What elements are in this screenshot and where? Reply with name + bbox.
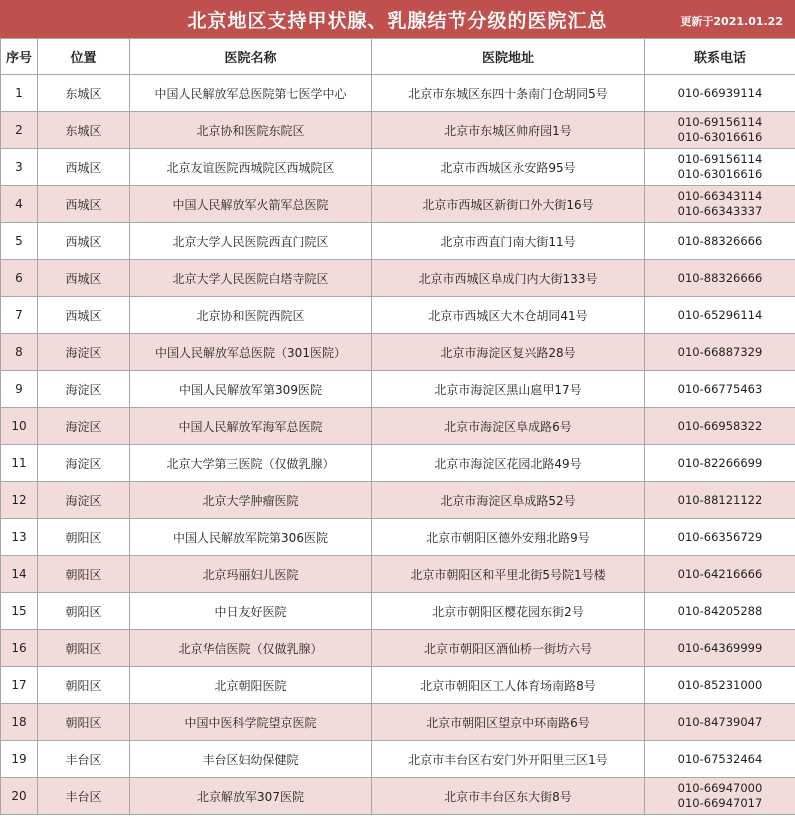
- cell-address: 北京市丰台区东大街8号: [372, 778, 645, 815]
- cell-no: 20: [1, 778, 38, 815]
- cell-district: 朝阳区: [38, 667, 130, 704]
- table-row: [1, 408, 795, 445]
- phone-number: 010-66939114: [677, 85, 763, 100]
- cell-phone: [645, 741, 795, 778]
- cell-phone: [645, 112, 795, 149]
- table-row: [1, 704, 795, 741]
- cell-district: 西城区: [38, 149, 130, 186]
- cell-address: 北京市东城区东四十条南门仓胡同5号: [372, 75, 645, 112]
- cell-district: 朝阳区: [38, 556, 130, 593]
- phone-number: 010-65296114: [677, 307, 763, 322]
- cell-hospital-name: 北京协和医院东院区: [130, 112, 372, 149]
- cell-address: 北京市西城区新街口外大街16号: [372, 186, 645, 223]
- cell-district: 丰台区: [38, 741, 130, 778]
- cell-address: 北京市朝阳区望京中环南路6号: [372, 704, 645, 741]
- cell-phone: [645, 186, 795, 223]
- table-row: [1, 260, 795, 297]
- cell-no: 10: [1, 408, 38, 445]
- cell-no: 12: [1, 482, 38, 519]
- cell-no: 17: [1, 667, 38, 704]
- cell-no: 18: [1, 704, 38, 741]
- cell-phone: [645, 334, 795, 371]
- cell-district: 海淀区: [38, 482, 130, 519]
- cell-hospital-name: 中国人民解放军火箭军总医院: [130, 186, 372, 223]
- cell-hospital-name: 丰台区妇幼保健院: [130, 741, 372, 778]
- phone-number: 010-66887329: [677, 344, 763, 359]
- cell-no: 19: [1, 741, 38, 778]
- table-row: [1, 112, 795, 149]
- cell-hospital-name: 北京朝阳医院: [130, 667, 372, 704]
- cell-hospital-name: 北京大学第三医院（仅做乳腺）: [130, 445, 372, 482]
- cell-no: 2: [1, 112, 38, 149]
- cell-district: 朝阳区: [38, 630, 130, 667]
- cell-phone: [645, 75, 795, 112]
- phone-number: 010-85231000: [677, 677, 763, 692]
- cell-hospital-name: 中国人民解放军总医院（301医院）: [130, 334, 372, 371]
- cell-address: 北京市西城区大木仓胡同41号: [372, 297, 645, 334]
- phone-number: 010-88326666: [677, 270, 763, 285]
- cell-no: 14: [1, 556, 38, 593]
- cell-hospital-name: 北京友谊医院西城院区西城院区: [130, 149, 372, 186]
- title-bar: [0, 0, 795, 38]
- table-row: [1, 593, 795, 630]
- phone-number: 010-63016616: [677, 167, 763, 181]
- cell-phone: [645, 408, 795, 445]
- header-district: 位置: [38, 39, 130, 75]
- cell-phone: [645, 778, 795, 815]
- phone-number: 010-64369999: [677, 640, 763, 655]
- cell-district: 西城区: [38, 260, 130, 297]
- phone-number: 010-66947017: [677, 796, 763, 810]
- table-row: [1, 778, 795, 815]
- cell-hospital-name: 中国人民解放军总医院第七医学中心: [130, 75, 372, 112]
- table-row: [1, 371, 795, 408]
- header-no: 序号: [1, 39, 38, 75]
- cell-district: 西城区: [38, 186, 130, 223]
- cell-phone: [645, 297, 795, 334]
- phone-number: 010-64216666: [677, 566, 763, 581]
- phone-number: 010-88326666: [677, 233, 763, 248]
- cell-no: 13: [1, 519, 38, 556]
- header-row: [1, 39, 795, 75]
- cell-address: 北京市朝阳区酒仙桥一街坊六号: [372, 630, 645, 667]
- phone-number: 010-66356729: [677, 529, 763, 544]
- phone-number: 010-66775463: [677, 381, 763, 396]
- cell-phone: [645, 630, 795, 667]
- cell-address: 北京市朝阳区樱花园东街2号: [372, 593, 645, 630]
- cell-hospital-name: 中国人民解放军第309医院: [130, 371, 372, 408]
- phone-number: 010-66343337: [677, 204, 763, 218]
- phone-number: 010-88121122: [677, 492, 763, 507]
- phone-number: 010-69156114: [677, 115, 763, 129]
- cell-hospital-name: 中日友好医院: [130, 593, 372, 630]
- cell-phone: [645, 445, 795, 482]
- cell-phone: [645, 704, 795, 741]
- cell-address: 北京市海淀区阜成路6号: [372, 408, 645, 445]
- cell-hospital-name: 中国人民解放军院第306医院: [130, 519, 372, 556]
- table-row: [1, 630, 795, 667]
- cell-no: 3: [1, 149, 38, 186]
- table-row: [1, 297, 795, 334]
- cell-no: 16: [1, 630, 38, 667]
- cell-phone: [645, 667, 795, 704]
- phone-number: 010-84739047: [677, 714, 763, 729]
- cell-district: 海淀区: [38, 334, 130, 371]
- table-row: [1, 334, 795, 371]
- phone-number: 010-66947000: [677, 781, 763, 795]
- cell-phone: [645, 371, 795, 408]
- table-row: [1, 186, 795, 223]
- cell-district: 朝阳区: [38, 704, 130, 741]
- cell-phone: [645, 482, 795, 519]
- phone-number: 010-69156114: [677, 152, 763, 166]
- page-title: 北京地区支持甲状腺、乳腺结节分级的医院汇总: [187, 9, 608, 32]
- cell-address: 北京市西直门南大街11号: [372, 223, 645, 260]
- table-row: [1, 223, 795, 260]
- cell-district: 丰台区: [38, 778, 130, 815]
- cell-district: 海淀区: [38, 408, 130, 445]
- table-row: [1, 519, 795, 556]
- cell-no: 15: [1, 593, 38, 630]
- cell-district: 朝阳区: [38, 593, 130, 630]
- phone-number: 010-63016616: [677, 130, 763, 144]
- table-row: [1, 741, 795, 778]
- cell-phone: [645, 593, 795, 630]
- cell-district: 东城区: [38, 75, 130, 112]
- header-phone: 联系电话: [645, 39, 795, 75]
- phone-number: 010-82266699: [677, 455, 763, 470]
- cell-phone: [645, 149, 795, 186]
- cell-no: 9: [1, 371, 38, 408]
- phone-number: 010-66958322: [677, 418, 763, 433]
- cell-no: 5: [1, 223, 38, 260]
- phone-number: 010-84205288: [677, 603, 763, 618]
- table-row: [1, 149, 795, 186]
- cell-no: 1: [1, 75, 38, 112]
- table-row: [1, 75, 795, 112]
- cell-no: 8: [1, 334, 38, 371]
- cell-hospital-name: 北京解放军307医院: [130, 778, 372, 815]
- phone-number: 010-67532464: [677, 751, 763, 766]
- cell-hospital-name: 北京玛丽妇儿医院: [130, 556, 372, 593]
- hospital-table: [0, 38, 795, 815]
- header-address: 医院地址: [372, 39, 645, 75]
- cell-district: 东城区: [38, 112, 130, 149]
- cell-no: 4: [1, 186, 38, 223]
- header-hospital-name: 医院名称: [130, 39, 372, 75]
- cell-phone: [645, 260, 795, 297]
- cell-hospital-name: 北京大学人民医院西直门院区: [130, 223, 372, 260]
- table-row: [1, 482, 795, 519]
- cell-address: 北京市西城区阜成门内大街133号: [372, 260, 645, 297]
- cell-address: 北京市西城区永安路95号: [372, 149, 645, 186]
- cell-phone: [645, 556, 795, 593]
- cell-address: 北京市海淀区复兴路28号: [372, 334, 645, 371]
- cell-address: 北京市朝阳区工人体育场南路8号: [372, 667, 645, 704]
- table-row: [1, 445, 795, 482]
- cell-no: 11: [1, 445, 38, 482]
- cell-district: 西城区: [38, 297, 130, 334]
- cell-address: 北京市朝阳区德外安翔北路9号: [372, 519, 645, 556]
- cell-phone: [645, 223, 795, 260]
- cell-district: 海淀区: [38, 445, 130, 482]
- cell-hospital-name: 中国中医科学院望京医院: [130, 704, 372, 741]
- update-date: 更新于2021.01.22: [680, 15, 783, 28]
- cell-hospital-name: 北京大学肿瘤医院: [130, 482, 372, 519]
- cell-district: 海淀区: [38, 371, 130, 408]
- cell-no: 7: [1, 297, 38, 334]
- cell-hospital-name: 北京大学人民医院白塔寺院区: [130, 260, 372, 297]
- cell-phone: [645, 519, 795, 556]
- cell-address: 北京市东城区帅府园1号: [372, 112, 645, 149]
- cell-no: 6: [1, 260, 38, 297]
- cell-district: 西城区: [38, 223, 130, 260]
- cell-address: 北京市朝阳区和平里北街5号院1号楼: [372, 556, 645, 593]
- phone-number: 010-66343114: [677, 189, 763, 203]
- cell-hospital-name: 北京协和医院西院区: [130, 297, 372, 334]
- cell-address: 北京市海淀区黑山扈甲17号: [372, 371, 645, 408]
- table-row: [1, 667, 795, 704]
- cell-address: 北京市丰台区右安门外开阳里三区1号: [372, 741, 645, 778]
- cell-district: 朝阳区: [38, 519, 130, 556]
- cell-hospital-name: 中国人民解放军海军总医院: [130, 408, 372, 445]
- cell-address: 北京市海淀区阜成路52号: [372, 482, 645, 519]
- cell-hospital-name: 北京华信医院（仅做乳腺）: [130, 630, 372, 667]
- cell-address: 北京市海淀区花园北路49号: [372, 445, 645, 482]
- table-row: [1, 556, 795, 593]
